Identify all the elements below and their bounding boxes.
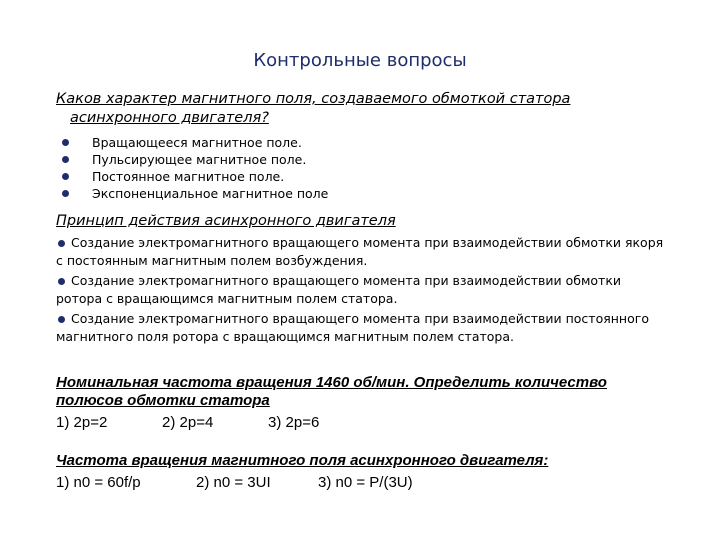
question-2-heading: Принцип действия асинхронного двигателя — [56, 213, 396, 229]
bullet-dot-icon — [58, 240, 65, 247]
question-4-answers — [56, 474, 616, 494]
question-3 — [56, 374, 607, 410]
question-1-line-1: Каков характер магнитного поля, создаваемого обмоткой статора — [56, 91, 571, 107]
question-3-line-1: Номинальная частота вращения 1460 об/мин. Определить количество — [56, 374, 607, 391]
list-item: Постоянное магнитное поле. — [62, 168, 328, 185]
question-2-option-1: Создание электромагнитного вращающего момента при взаимодействии обмотки якоря с постоянным магнитным полем возбуждения. — [56, 235, 664, 268]
answer-option: 1) 2р=2 — [56, 414, 108, 431]
bullet-dot-icon — [58, 278, 65, 285]
answer-option: 3) 2р=6 — [268, 414, 320, 431]
bullet-dot-icon — [62, 173, 69, 180]
answer-option: 1) n0 = 60f/p — [56, 474, 141, 491]
list-item: Пульсирующее магнитное поле. — [62, 151, 328, 168]
answer-option: 3) n0 = P/(3U) — [318, 474, 413, 491]
answer-option: 2) 2р=4 — [162, 414, 214, 431]
list-item: Экспоненциальное магнитное поле — [62, 185, 328, 202]
answer-option: 2) n0 = 3UI — [196, 474, 271, 491]
list-item: Вращающееся магнитное поле. — [62, 134, 328, 151]
question-3-answers — [56, 414, 616, 434]
bullet-dot-icon — [62, 156, 69, 163]
bullet-dot-icon — [62, 190, 69, 197]
question-2-option-3: Создание электромагнитного вращающего момента при взаимодействии постоянного магнитного поля ротора с вращающимся магнитным полем статора. — [56, 311, 649, 344]
question-1 — [56, 90, 570, 128]
question-4-heading: Частота вращения магнитного поля асинхронного двигателя: — [56, 452, 549, 469]
page-title: Контрольные вопросы — [253, 50, 467, 71]
question-1-line-2: асинхронного двигателя? — [70, 110, 269, 126]
question-1-options — [62, 134, 328, 202]
bullet-dot-icon — [58, 316, 65, 323]
bullet-dot-icon — [62, 139, 69, 146]
question-2-option-2: Создание электромагнитного вращающего момента при взаимодействии обмотки ротора с вращающимся магнитным полем статора. — [56, 273, 622, 306]
question-3-line-2: полюсов обмотки статора — [56, 392, 270, 409]
